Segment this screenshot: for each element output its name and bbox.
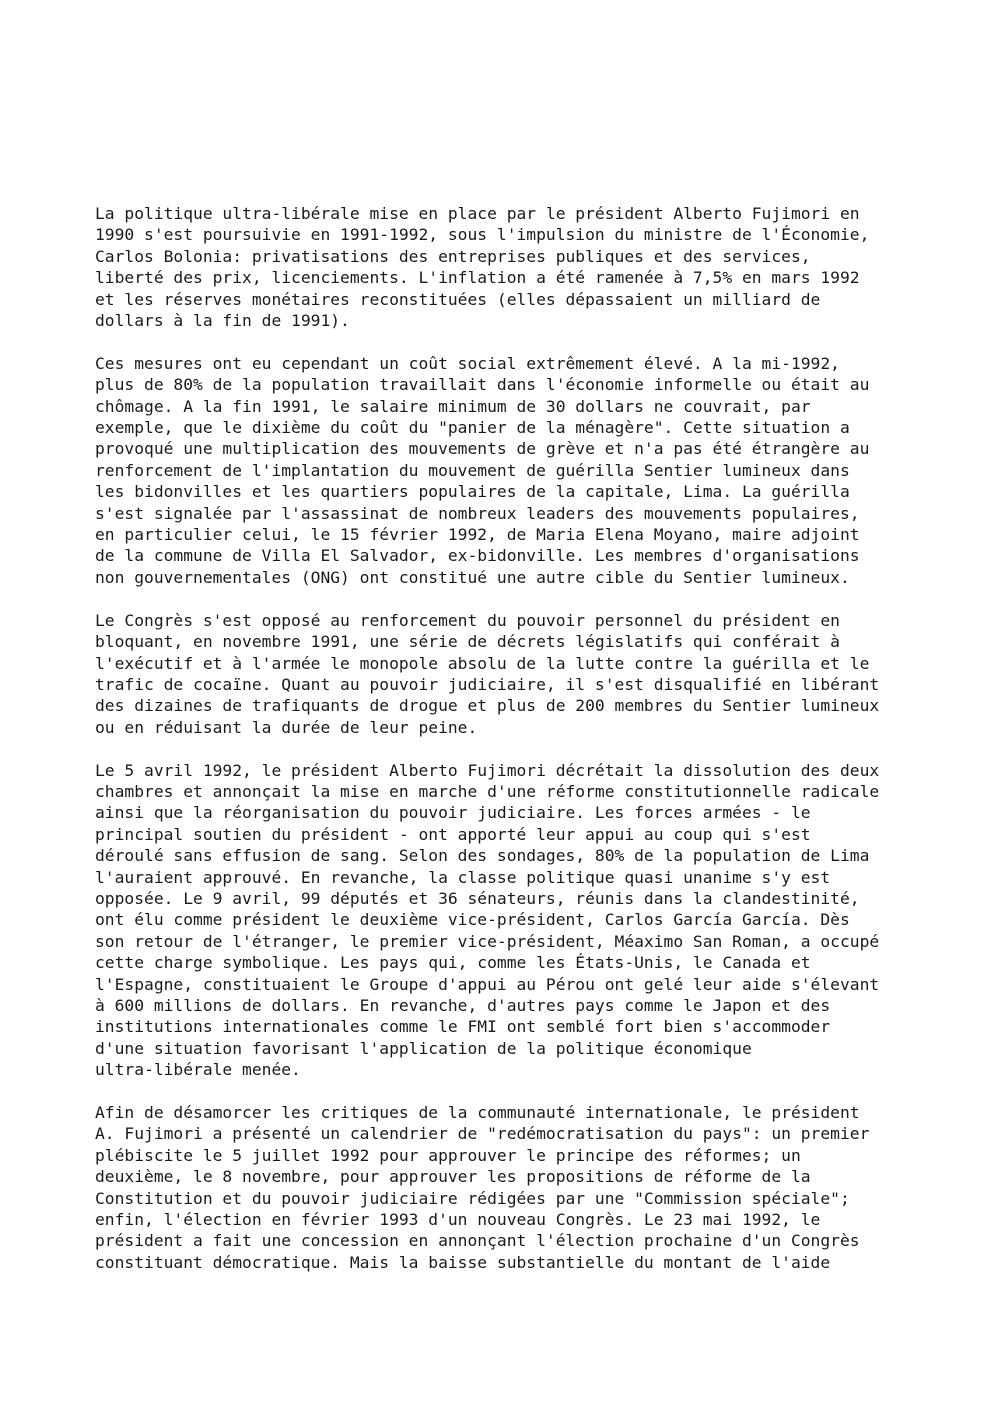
text-line: Le Congrès s'est opposé au renforcement du pouvoir personnel du président en xyxy=(95,610,840,630)
text-line: trafic de cocaïne. Quant au pouvoir judiciaire, il s'est disqualifié en libérant xyxy=(95,674,880,694)
paragraph-economic-policy xyxy=(95,203,915,331)
text-line: bloquant, en novembre 1991, une série de décrets législatifs qui conférait à xyxy=(95,632,840,652)
text-line: chambres et annonçait la mise en marche d'une réforme constitutionnelle radicale xyxy=(95,781,880,801)
text-line: La politique ultra-libérale mise en place par le président Alberto Fujimori en xyxy=(95,204,860,223)
text-line: 1990 s'est poursuivie en 1991-1992, sous l'impulsion du ministre de l'Économie, xyxy=(95,225,870,245)
text-line: liberté des prix, licenciements. L'inflation a été ramenée à 7,5% en mars 1992 xyxy=(95,268,860,288)
text-line: en particulier celui, le 15 février 1992, de Maria Elena Moyano, maire adjoint xyxy=(95,525,860,545)
text-line: chômage. A la fin 1991, le salaire minimum de 30 dollars ne couvrait, par xyxy=(95,396,811,416)
text-line: de la commune de Villa El Salvador, ex-bidonville. Les membres d'organisations xyxy=(95,546,860,566)
text-line: plébiscite le 5 juillet 1992 pour approuver le principe des réformes; un xyxy=(95,1145,801,1165)
text-line: opposée. Le 9 avril, 99 députés et 36 sénateurs, réunis dans la clandestinité, xyxy=(95,888,860,908)
text-line: Le 5 avril 1992, le président Alberto Fujimori décrétait la dissolution des deux xyxy=(95,760,880,780)
text-line: deuxième, le 8 novembre, pour approuver les propositions de réforme de la xyxy=(95,1167,811,1187)
text-line: plus de 80% de la population travaillait dans l'économie informelle ou était au xyxy=(95,375,870,395)
text-line: d'une situation favorisant l'application de la politique économique xyxy=(95,1038,752,1058)
text-line: et les réserves monétaires reconstituées (elles dépassaient un milliard de xyxy=(95,289,821,309)
text-line: institutions internationales comme le FMI ont semblé fort bien s'accommoder xyxy=(95,1017,831,1037)
text-line: Ces mesures ont eu cependant un coût social extrêmement élevé. A la mi-1992, xyxy=(95,353,840,373)
text-line: à 600 millions de dollars. En revanche, d'autres pays comme le Japon et des xyxy=(95,995,831,1015)
paragraph-social-cost xyxy=(95,353,915,588)
text-line: provoqué une multiplication des mouvements de grève et n'a pas été étrangère au xyxy=(95,439,870,459)
text-line: ainsi que la réorganisation du pouvoir judiciaire. Les forces armées - le xyxy=(95,803,811,823)
text-line: dollars à la fin de 1991). xyxy=(95,311,350,331)
paragraph-redemocratisation xyxy=(95,1102,915,1273)
text-line: cette charge symbolique. Les pays qui, comme les États-Unis, le Canada et xyxy=(95,953,811,973)
document-body xyxy=(95,203,915,1295)
text-line: principal soutien du président - ont apporté leur appui au coup qui s'est xyxy=(95,824,811,844)
text-line: Carlos Bolonia: privatisations des entreprises publiques et des services, xyxy=(95,246,811,266)
text-line: non gouvernementales (ONG) ont constitué une autre cible du Sentier lumineux. xyxy=(95,567,850,587)
text-line: l'exécutif et à l'armée le monopole absolu de la lutte contre la guérilla et le xyxy=(95,653,870,673)
text-line: son retour de l'étranger, le premier vice-président, Méaximo San Roman, a occupé xyxy=(95,931,880,951)
text-line: ont élu comme président le deuxième vice-président, Carlos García García. Dès xyxy=(95,910,850,930)
text-line: l'Espagne, constituaient le Groupe d'appui au Pérou ont gelé leur aide s'élevant xyxy=(95,974,880,994)
text-line: A. Fujimori a présenté un calendrier de "redémocratisation du pays": un premier xyxy=(95,1124,870,1144)
text-line: ou en réduisant la durée de leur peine. xyxy=(95,717,478,737)
text-line: ultra-libérale menée. xyxy=(95,1060,301,1080)
text-line: les bidonvilles et les quartiers populaires de la capitale, Lima. La guérilla xyxy=(95,482,850,502)
text-line: des dizaines de trafiquants de drogue et plus de 200 membres du Sentier lumineux xyxy=(95,696,880,716)
text-line: constituant démocratique. Mais la baisse substantielle du montant de l'aide xyxy=(95,1252,831,1272)
text-line: l'auraient approuvé. En revanche, la classe politique quasi unanime s'y est xyxy=(95,867,831,887)
text-line: déroulé sans effusion de sang. Selon des sondages, 80% de la population de Lima xyxy=(95,846,870,866)
paragraph-congress xyxy=(95,610,915,738)
text-line: Constitution et du pouvoir judiciaire rédigées par une "Commission spéciale"; xyxy=(95,1188,850,1208)
text-line: renforcement de l'implantation du mouvement de guérilla Sentier lumineux dans xyxy=(95,460,850,480)
text-line: Afin de désamorcer les critiques de la communauté internationale, le président xyxy=(95,1103,860,1122)
text-line: exemple, que le dixième du coût du "panier de la ménagère". Cette situation a xyxy=(95,418,850,438)
paragraph-self-coup xyxy=(95,760,915,1081)
text-line: s'est signalée par l'assassinat de nombreux leaders des mouvements populaires, xyxy=(95,503,860,523)
text-line: président a fait une concession en annonçant l'élection prochaine d'un Congrès xyxy=(95,1231,860,1251)
text-line: enfin, l'élection en février 1993 d'un nouveau Congrès. Le 23 mai 1992, le xyxy=(95,1210,821,1230)
